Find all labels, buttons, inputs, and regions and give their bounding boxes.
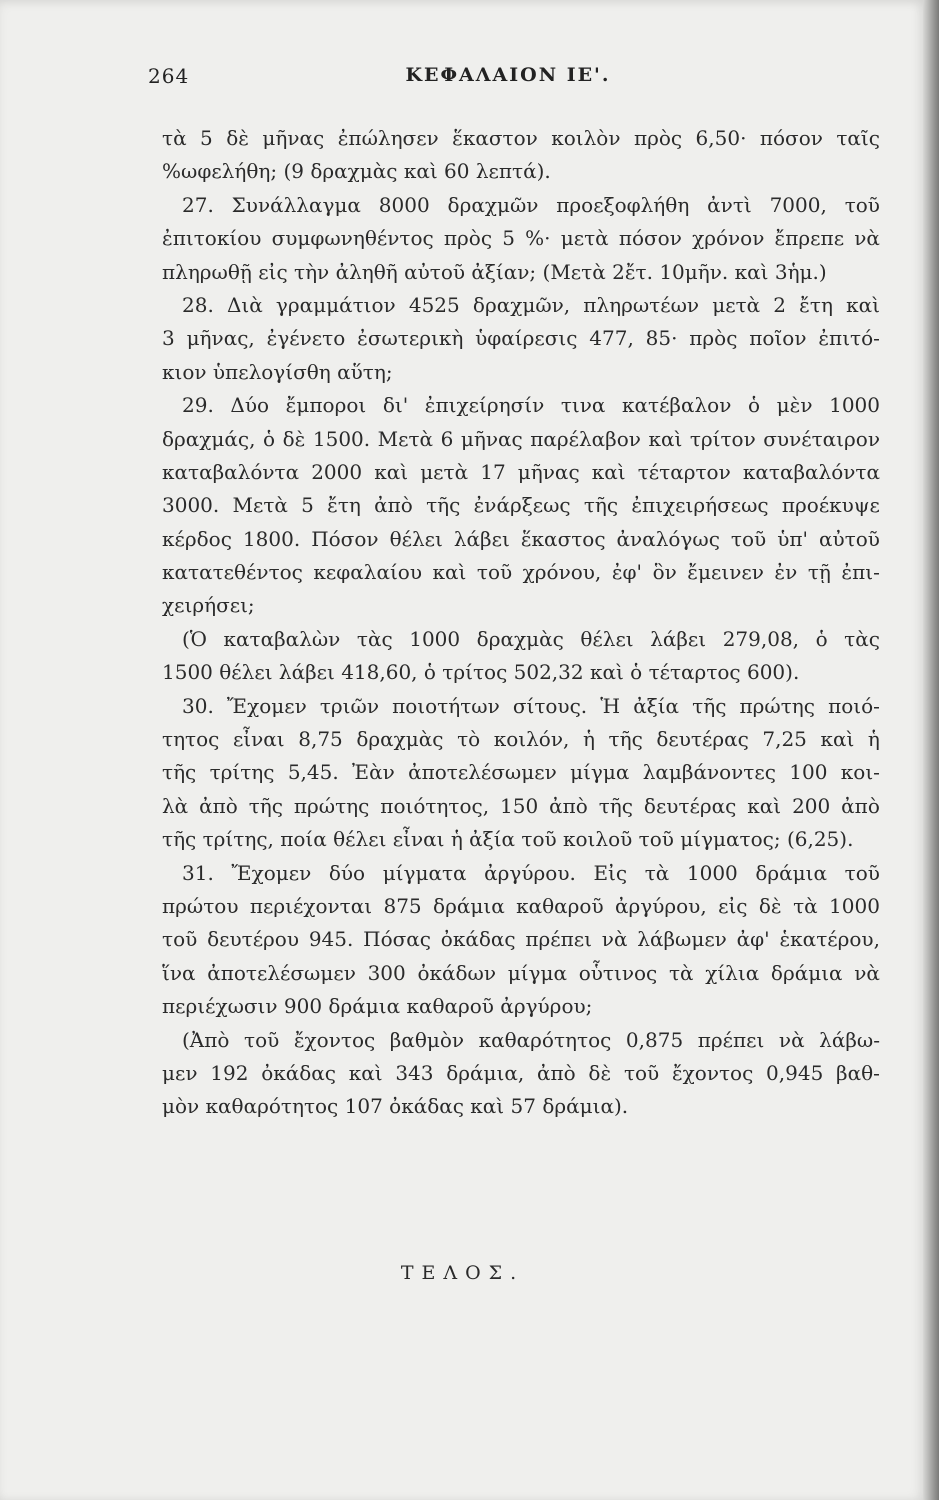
text-line: ἵνα ἀποτελέσωμεν 300 ὀκάδων μίγμα οὗτινος τὰ χίλια δράμια νὰ [162,960,880,985]
text-line: τοῦ δευτέρου 945. Πόσας ὀκάδας πρέπει νὰ λάβωμεν ἀφ' ἑκατέρου, [162,927,880,952]
text-line: πρώτου περιέχονται 875 δράμια καθαροῦ ἀργύρου, εἰς δὲ τὰ 1000 [162,893,880,918]
text-line: μεν 192 ὀκάδας καὶ 343 δράμια, ἀπὸ δὲ τοῦ ἔχοντος 0,945 βαθ- [162,1060,880,1085]
text-line: 3000. Μετὰ 5 ἔτη ἀπὸ τῆς ἐνάρξεως τῆς ἐπιχειρήσεως προέκυψε [162,493,880,518]
text-line: 29. Δύο ἔμποροι δι' ἐπιχείρησίν τινα κατέβαλον ὁ μὲν 1000 [182,393,880,418]
text-line: τῆς τρίτης, ποία θέλει εἶναι ἡ ἀξία τοῦ κοιλοῦ τοῦ μίγματος; (6,25). [162,827,854,852]
page-edge-shadow [923,0,939,1500]
text-line: (Ὁ καταβαλὼν τὰς 1000 δραχμὰς θέλει λάβει 279,08, ὁ τὰς [182,626,880,651]
text-line: %ωφελήθη; (9 δραχμὰς καὶ 60 λεπτά). [162,159,551,184]
text-line: κατατεθέντος κεφαλαίου καὶ τοῦ χρόνου, ἐφ' ὃν ἔμεινεν ἐν τῇ ἐπι- [162,560,880,585]
text-line: 28. Διὰ γραμμάτιον 4525 δραχμῶν, πληρωτέων μετὰ 2 ἔτη καὶ [182,292,880,317]
running-head: ΚΕΦΑΛΑΙΟΝ ΙΕ'. [405,64,611,86]
text-line: χειρήσει; [162,593,255,618]
text-line: κέρδος 1800. Πόσον θέλει λάβει ἕκαστος ἀναλόγως τοῦ ὑπ' αὐτοῦ [162,526,880,551]
page-number: 264 [148,64,190,88]
text-line: 27. Συνάλλαγμα 8000 δραχμῶν προεξοφλήθη ἀντὶ 7000, τοῦ [182,192,880,217]
text-line: περιέχωσιν 900 δράμια καθαροῦ ἀργύρου; [162,994,593,1019]
text-line: καταβαλόντα 2000 καὶ μετὰ 17 μῆνας καὶ τέταρτον καταβαλόντα [162,459,880,484]
page-header [148,64,868,94]
text-line: ἐπιτοκίου συμφωνηθέντος πρὸς 5 %· μετὰ πόσον χρόνον ἔπρεπε νὰ [162,226,880,251]
text-line: 1500 θέλει λάβει 418,60, ὁ τρίτος 502,32 καὶ ὁ τέταρτος 600). [162,660,800,685]
text-line: κιον ὑπελογίσθη αὕτη; [162,359,393,384]
text-line: 31. Ἔχομεν δύο μίγματα ἀργύρου. Εἰς τὰ 1000 δράμια τοῦ [182,860,880,885]
text-line: τῆς τρίτης 5,45. Ἐὰν ἀποτελέσωμεν μίγμα λαμβάνοντες 100 κοι- [162,760,880,785]
text-line: δραχμάς, ὁ δὲ 1500. Μετὰ 6 μῆνας παρέλαβον καὶ τρίτον συνέταιρον [162,426,880,451]
text-line: πληρωθῇ εἰς τὴν ἀληθῆ αὐτοῦ ἀξίαν; (Μετὰ 2ἔτ. 10μῆν. καὶ 3ἡμ.) [162,259,827,284]
text-line: μὸν καθαρότητος 107 ὀκάδας καὶ 57 δράμια). [162,1094,629,1119]
text-line: τητος εἶναι 8,75 δραχμὰς τὸ κοιλόν, ἡ τῆς δευτέρας 7,25 καὶ ἡ [162,727,880,752]
body-text [162,122,880,1124]
text-line: 30. Ἔχομεν τριῶν ποιοτήτων σίτους. Ἡ ἀξία τῆς πρώτης ποιό- [182,693,880,718]
text-line: τὰ 5 δὲ μῆνας ἐπώλησεν ἕκαστον κοιλὸν πρὸς 6,50· πόσον ταῖς [162,126,880,150]
text-line: 3 μῆνας, ἐγένετο ἐσωτερικὴ ὑφαίρεσις 477, 85· πρὸς ποῖον ἐπιτό- [162,326,880,351]
text-line: λὰ ἀπὸ τῆς πρώτης ποιότητος, 150 ἀπὸ τῆς δευτέρας καὶ 200 ἀπὸ [162,793,880,818]
text-line: (Ἀπὸ τοῦ ἔχοντος βαθμὸν καθαρότητος 0,875 πρέπει νὰ λάβω- [182,1027,880,1052]
end-mark: ΤΕΛΟΣ. [400,1262,525,1284]
